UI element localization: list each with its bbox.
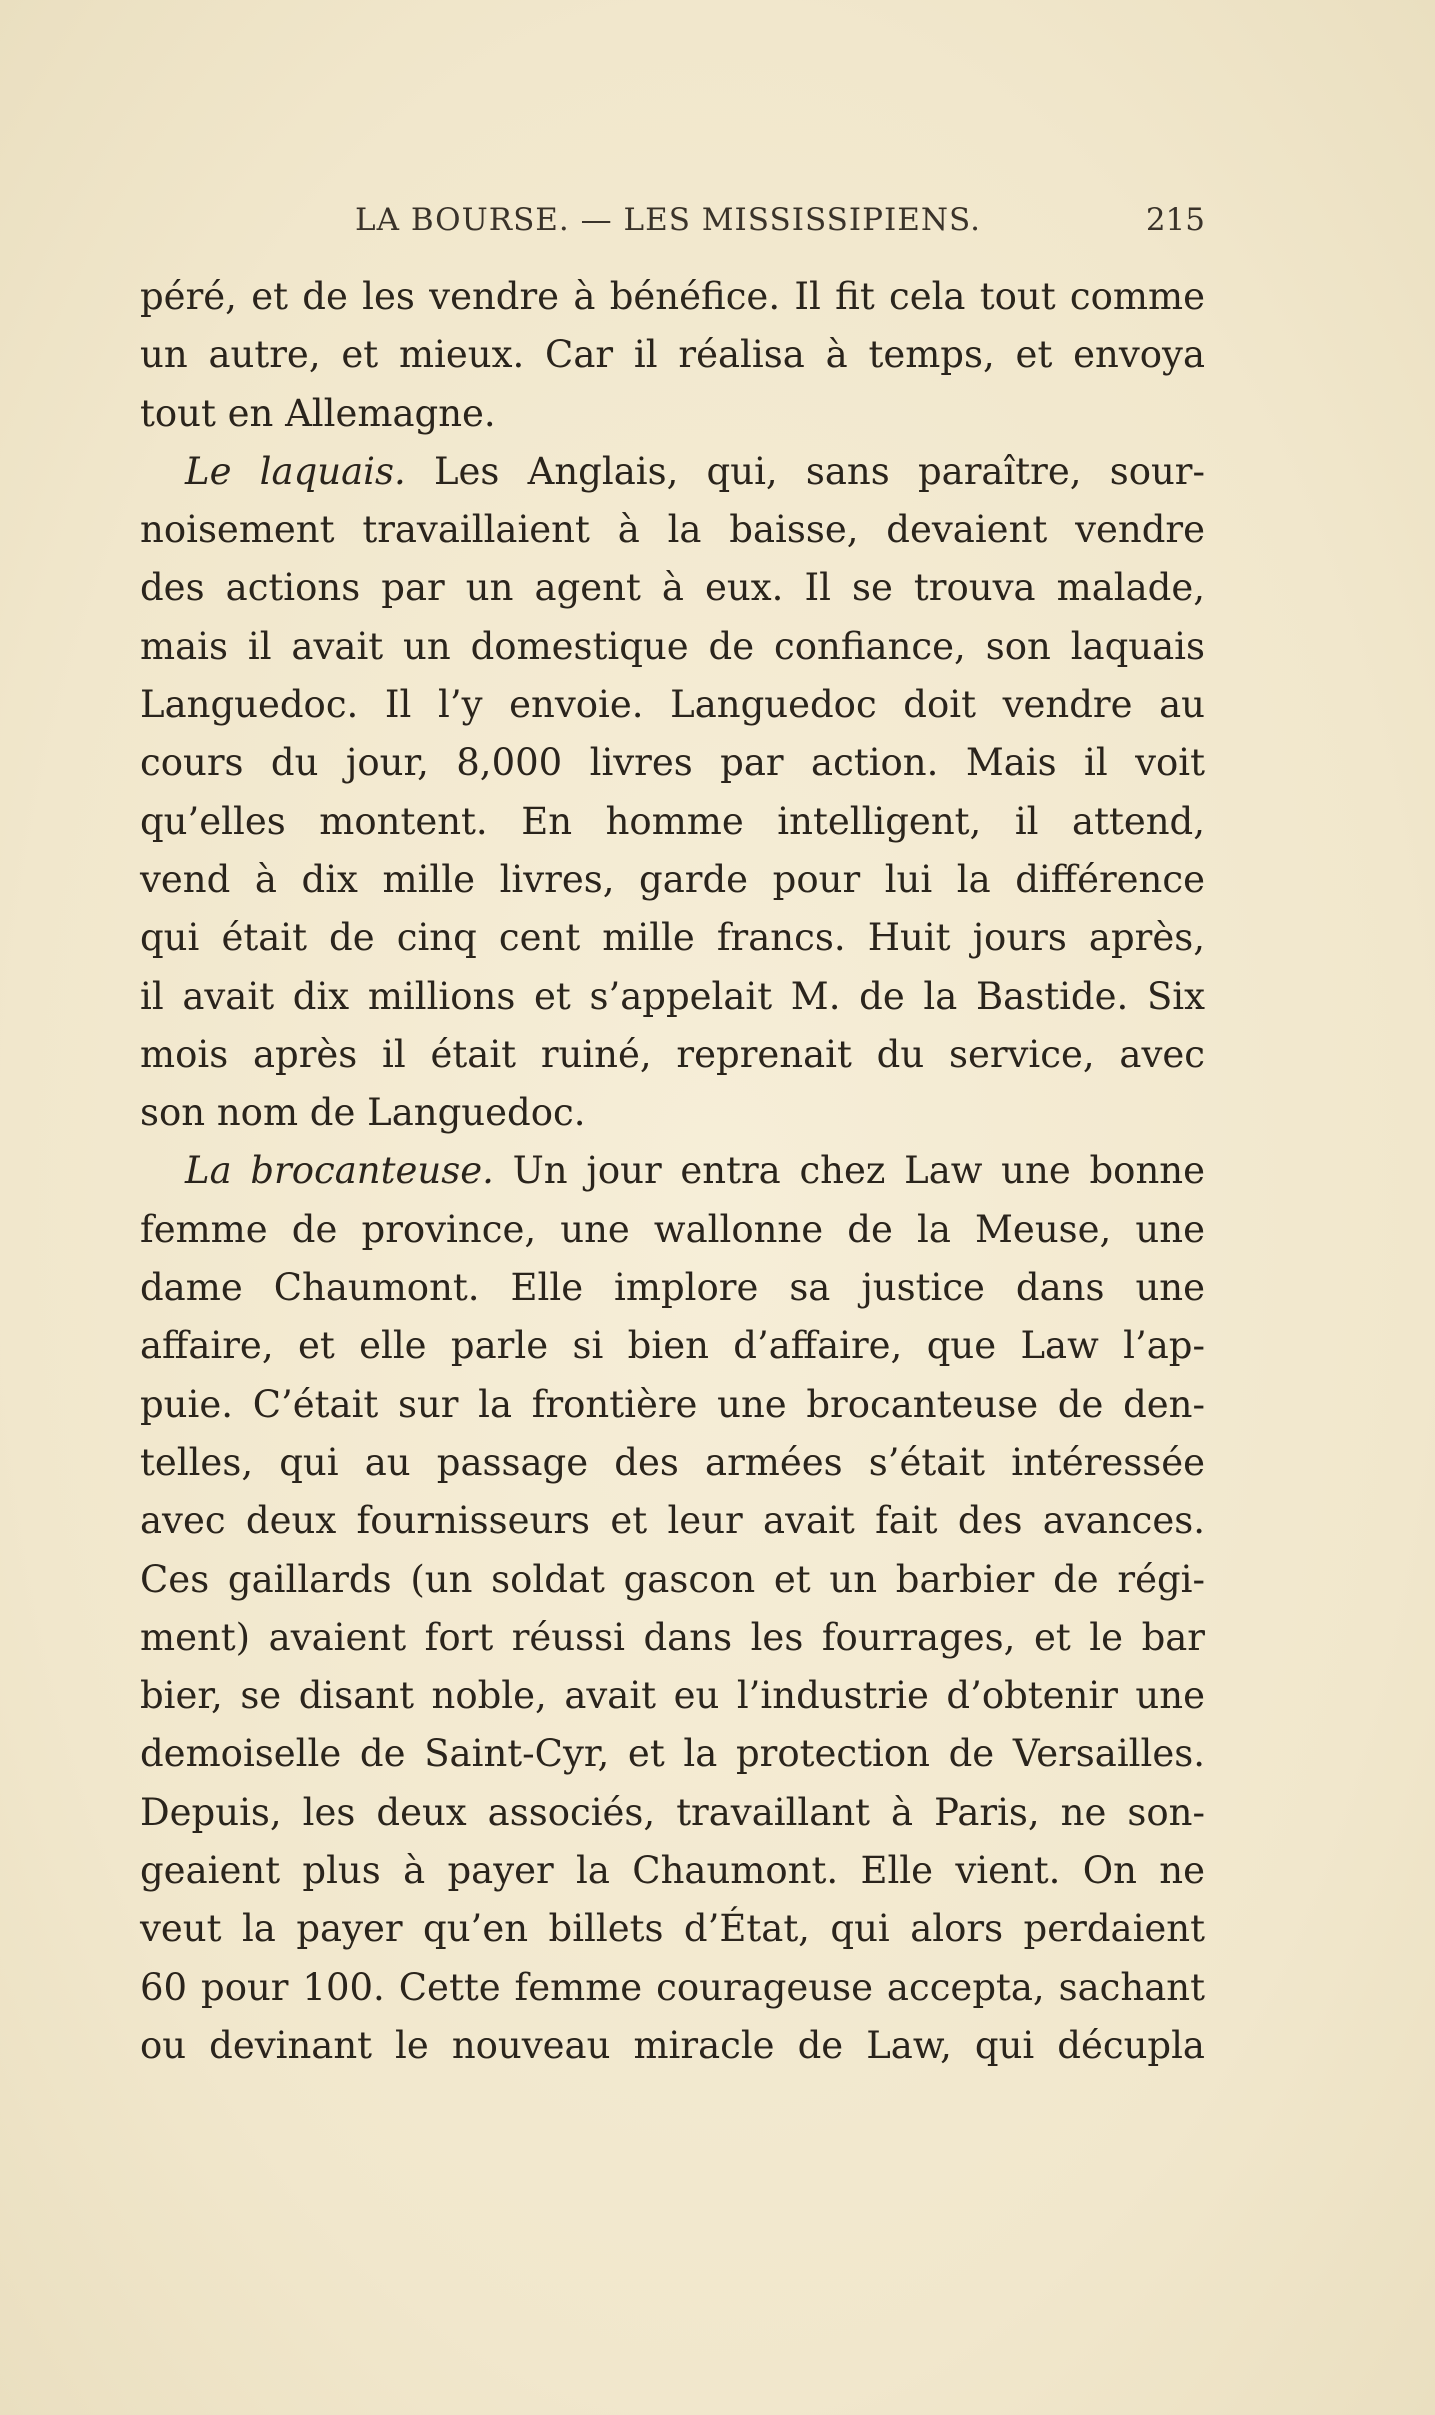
text-line: cours du jour, 8,000 livres par action. Mais il voit <box>140 741 1205 785</box>
text-line: vend à dix mille livres, garde pour lui la différence <box>140 857 1205 901</box>
text-run: Les Anglais, qui, sans paraître, sour- <box>405 449 1205 493</box>
text-line: des actions par un agent à eux. Il se trouva malade, <box>140 566 1205 610</box>
text-line: demoiselle de Saint-Cyr, et la protection de Versailles. <box>140 1732 1205 1776</box>
page-header <box>140 202 1205 252</box>
text-line: un autre, et mieux. Car il réalisa à temps, et envoya <box>140 333 1205 377</box>
text-line: veut la payer qu’en billets d’État, qui alors perdaient <box>140 1907 1205 1951</box>
text-run: Un jour entra chez Law une bonne <box>493 1149 1205 1193</box>
text-line: péré, et de les vendre à bénéfice. Il fit cela tout comme <box>140 275 1205 318</box>
text-line: affaire, et elle parle si bien d’affaire, que Law l’ap- <box>140 1324 1205 1368</box>
text-line: qui était de cinq cent mille francs. Huit jours après, <box>140 916 1205 960</box>
paragraph-start-line <box>140 1142 1205 1200</box>
text-line: tout en Allemagne. <box>140 391 496 435</box>
text-line: geaient plus à payer la Chaumont. Elle vient. On ne <box>140 1849 1205 1893</box>
text-line: Languedoc. Il l’y envoie. Languedoc doit vendre au <box>140 683 1205 727</box>
running-title: LA BOURSE. — LES MISSISSIPIENS. <box>355 202 981 238</box>
text-line: Depuis, les deux associés, travaillant à Paris, ne son- <box>140 1790 1205 1834</box>
text-line: son nom de Languedoc. <box>140 1091 586 1135</box>
text-line: mais il avait un domestique de confiance, son laquais <box>140 624 1205 668</box>
body-text <box>140 268 1205 2075</box>
text-line: bier, se disant noble, avait eu l’industrie d’obtenir une <box>140 1674 1205 1718</box>
text-line: qu’elles montent. En homme intelligent, il attend, <box>140 799 1205 843</box>
text-line: ou devinant le nouveau miracle de Law, qui décupla <box>140 2023 1205 2067</box>
text-line: avec deux fournisseurs et leur avait fait des avances. <box>140 1499 1205 1543</box>
text-line: dame Chaumont. Elle implore sa justice dans une <box>140 1266 1205 1310</box>
text-line: 60 pour 100. Cette femme courageuse accepta, sachant <box>140 1965 1205 2009</box>
paragraph-start-line <box>140 443 1205 501</box>
text-line: puie. C’était sur la frontière une brocanteuse de den- <box>140 1382 1205 1426</box>
text-line: Ces gaillards (un soldat gascon et un barbier de régi- <box>140 1557 1205 1601</box>
page-number: 215 <box>1145 202 1205 238</box>
text-line: mois après il était ruiné, reprenait du service, avec <box>140 1032 1205 1076</box>
text-line: ment) avaient fort réussi dans les fourrages, et le bar <box>140 1615 1205 1659</box>
section-label: Le laquais. <box>185 449 406 493</box>
text-line: femme de province, une wallonne de la Meuse, une <box>140 1207 1205 1251</box>
text-line: il avait dix millions et s’appelait M. de la Bastide. Six <box>140 974 1205 1018</box>
section-label: La brocanteuse. <box>185 1149 494 1193</box>
text-line: noisement travaillaient à la baisse, devaient vendre <box>140 508 1205 552</box>
text-line: telles, qui au passage des armées s’était intéressée <box>140 1440 1205 1484</box>
